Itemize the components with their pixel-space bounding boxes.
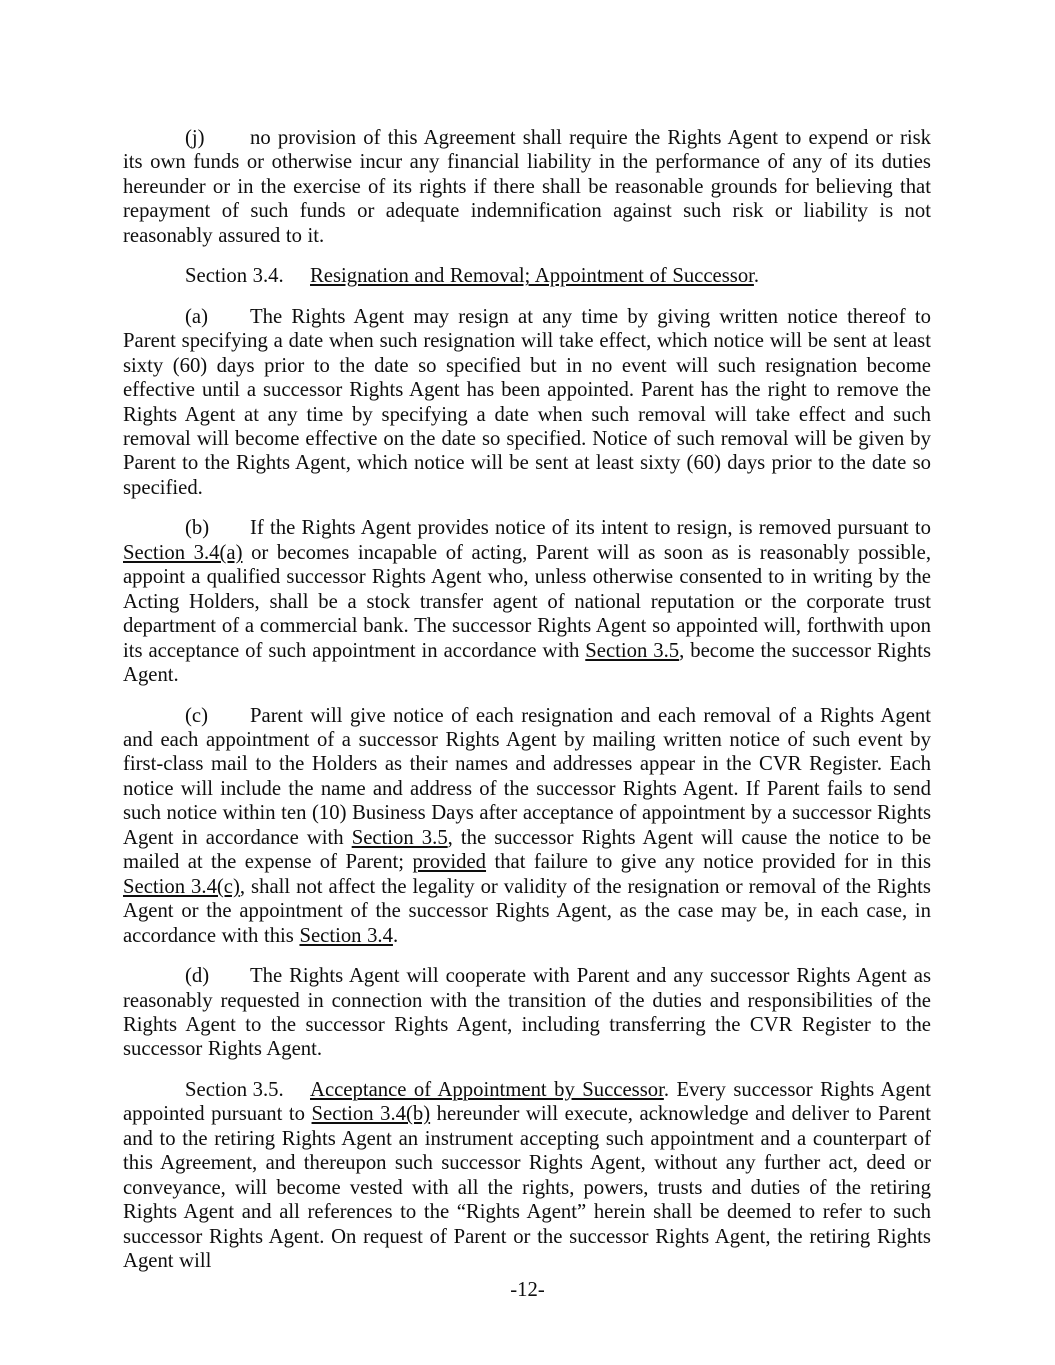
list-marker: (d): [185, 965, 210, 988]
list-marker: (b): [185, 517, 210, 540]
text-run: or becomes incapable of acting, Parent will as soon as is reasonably possible, appoint a qualified successor Rights Agent who, unless otherwise consented to in writing by the Acting Holders, shall be a stock transfer agent of national reputation or the corporate trust department of a commercial bank. The successor Rights Agent so appointed will, forthwith upon its acceptance of such appointment in accordance with: [123, 541, 931, 662]
body-paragraph: [123, 305, 931, 501]
list-marker: (a): [185, 305, 208, 328]
text-run: .: [753, 265, 760, 288]
body-paragraph: [123, 964, 931, 1062]
underlined-text-run: Section 3.4(a): [123, 541, 243, 564]
text-run: .: [392, 924, 399, 947]
document-body: [123, 126, 931, 1289]
underlined-text-run: Section 3.4(b): [311, 1103, 431, 1126]
underlined-text-run: Section 3.4: [299, 924, 393, 947]
list-marker: (j): [185, 127, 205, 149]
section-number: Section 3.5.: [185, 1078, 284, 1101]
text-run: . Every successor Rights Agent appointed pursuant to: [123, 1078, 931, 1126]
text-run: The Rights Agent may resign at any time by giving written notice thereof to Parent specifying a date when such resignation will take effect, which notice will be sent at least sixty (60) days prior to the date so specified but in no event will such resignation become effective until a successor Rights Agent has been appointed. Parent has the right to remove the Rights Agent at any time by specifying a date when such removal will take effect and such removal will become effective on the date so specified. Notice of such removal will be given by Parent to the Rights Agent, which notice will be sent at least sixty (60) days prior to the date so specified.: [123, 305, 931, 499]
underlined-text-run: Acceptance of Appointment by Successor: [310, 1078, 664, 1101]
body-paragraph: [123, 516, 931, 687]
text-run: , become the successor Rights Agent.: [123, 639, 931, 687]
text-run: , the successor Rights Agent will cause the notice to be mailed at the expense of Parent;: [123, 826, 931, 874]
section-paragraph: [123, 1078, 931, 1274]
list-marker: (c): [185, 704, 208, 727]
body-paragraph: [123, 126, 931, 248]
body-paragraph: [123, 704, 931, 949]
text-run: , shall not affect the legality or validity of the resignation or removal of the Rights Agent or the appointment of the successor Rights Agent, as the case may be, in each case, in accordance with this: [123, 875, 931, 947]
text-run: hereunder will execute, acknowledge and deliver to Parent and to the retiring Rights Agent an instrument accepting such appointment and a counterpart of this Agreement, and thereupon such successor Rights Agent, without any further act, deed or conveyance, will become vested with all the rights, powers, trusts and duties of the retiring Rights Agent and all references to the “Rights Agent” herein shall be deemed to refer to such successor Rights Agent. On request of Parent or the successor Rights Agent, the retiring Rights Agent will: [123, 1103, 931, 1273]
text-run: If the Rights Agent provides notice of its intent to resign, is removed pursuant to: [250, 517, 931, 540]
section-number: Section 3.4.: [185, 265, 284, 288]
underlined-text-run: Resignation and Removal; Appointment of Successor: [310, 265, 754, 288]
text-run: Parent will give notice of each resignation and each removal of a Rights Agent and each appointment of a successor Rights Agent by mailing written notice of such event by first-class mail to the Holders as their names and addresses appear in the CVR Register. Each notice will include the name and address of the successor Rights Agent. If Parent fails to send such notice within ten (10) Business Days after acceptance of appointment by a successor Rights Agent in accordance with: [123, 704, 931, 849]
underlined-text-run: Section 3.5: [351, 826, 448, 849]
text-run: The Rights Agent will cooperate with Parent and any successor Rights Agent as reasonably requested in connection with the transition of the duties and responsibilities of the Rights Agent to the successor Rights Agent, including transferring the CVR Register to the successor Rights Agent.: [123, 965, 931, 1061]
text-run: no provision of this Agreement shall require the Rights Agent to expend or risk its own funds or otherwise incur any financial liability in the performance of any of its duties hereunder or in the exercise of its rights if there shall be reasonable grounds for believing that repayment of such funds or adequate indemnification against such risk or liability is not reasonably assured to it.: [123, 127, 931, 247]
underlined-text-run: provided: [412, 851, 487, 874]
page-number: -12-: [510, 1279, 545, 1301]
page-footer: [0, 1278, 1055, 1302]
text-run: that failure to give any notice provided for in this: [486, 851, 931, 874]
underlined-text-run: Section 3.4(c): [123, 875, 240, 898]
section-paragraph: [123, 264, 931, 288]
underlined-text-run: Section 3.5: [585, 639, 680, 662]
